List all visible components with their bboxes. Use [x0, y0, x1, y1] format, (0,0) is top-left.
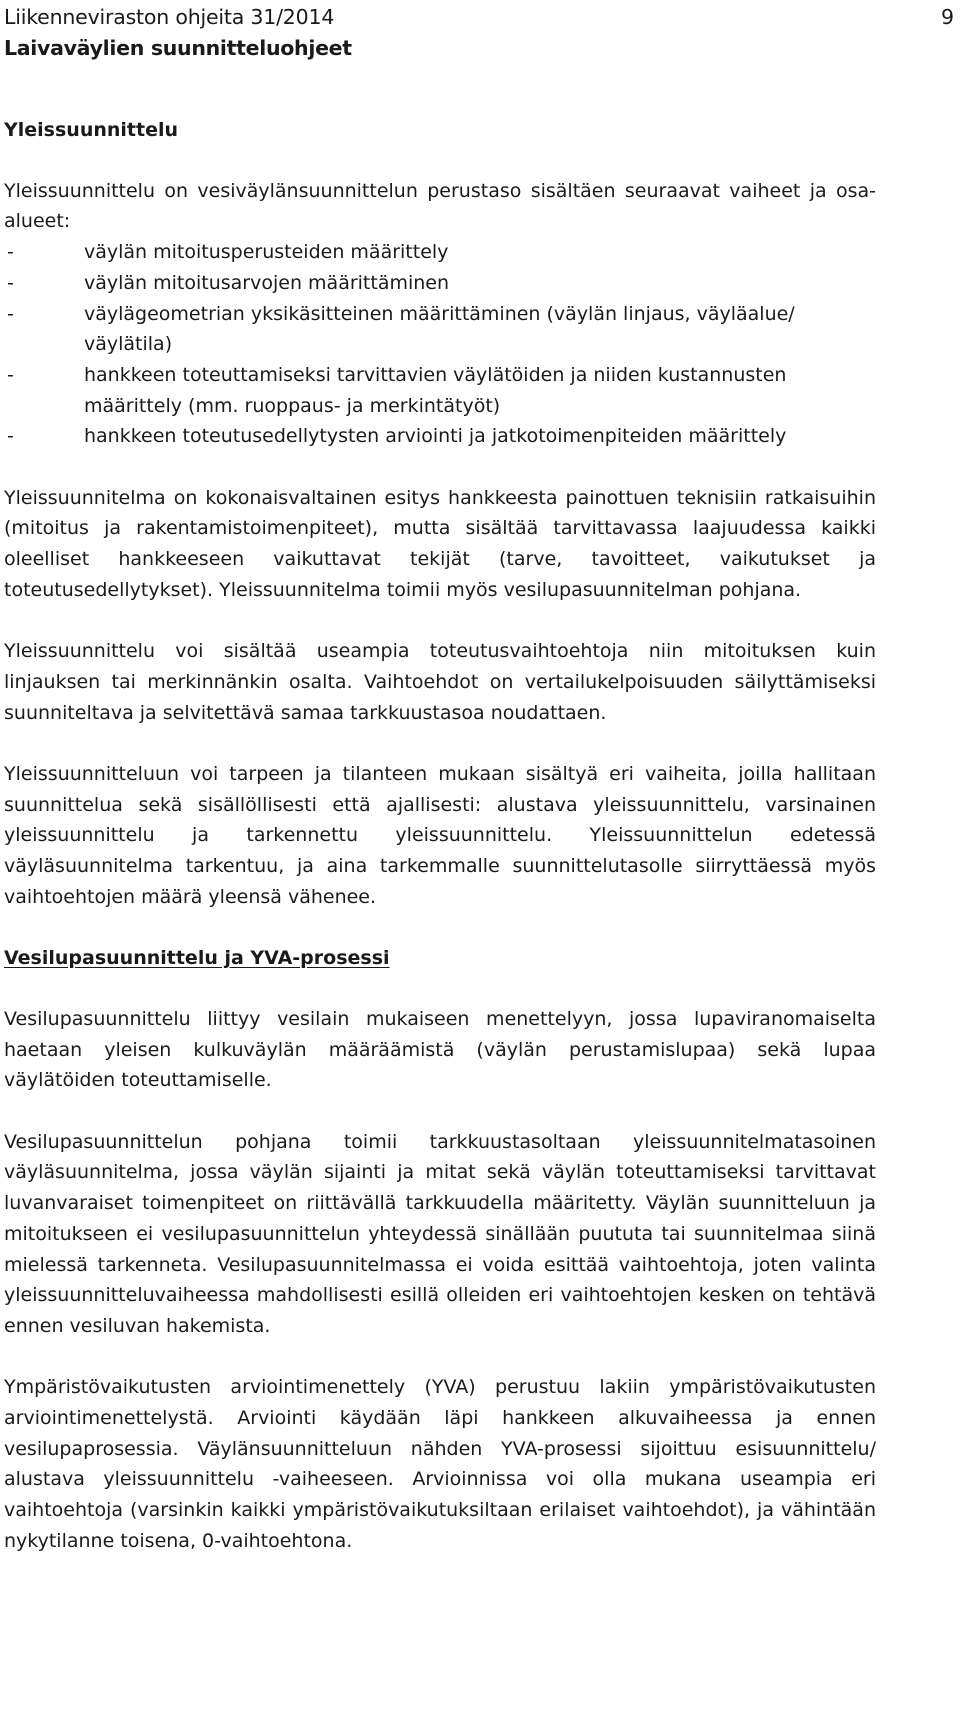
paragraph: Yleissuunnitelma on kokonaisvaltainen esitys hankkeesta painottuen teknisiin ratkaisuihin (mitoitus ja rakentamistoimenpiteet), mutta sisältää tarvittavassa laajuudessa kaikki oleelliset hankkeeseen vaikuttavat tekijät (tarve, tavoitteet, vaikutukset ja toteutusedellytykset). Yleissuunnitelma toimii myös vesilupasuunnitelman pohjana. [4, 486, 876, 601]
document-body [4, 115, 876, 1587]
list-item: - hankkeen toteutusedellytysten arviointi ja jatkotoimenpiteiden määrittely [4, 421, 876, 452]
page-number: 9 [940, 5, 954, 29]
publication-title: Laivaväylien suunnitteluohjeet [4, 36, 352, 60]
paragraph: Yleissuunnitteluun voi tarpeen ja tilanteen mukaan sisältyä eri vaiheita, joilla hallitaan suunnittelua sekä sisällöllisesti että ajallisesti: alustava yleissuunnittelu, varsinainen yleissuunnittelu ja tarkennettu yleissuunnittelu. Yleissuunnittelun edetessä väyläsuunnitelma tarkentuu, ja aina tarkemmalle suunnittelutasolle siirryttäessä myös vaihtoehtojen määrä yleensä vähenee. [4, 763, 876, 908]
paragraph-intro: Yleissuunnittelu on vesiväylänsuunnittelun perustaso sisältäen seuraavat vaiheet ja osa-alueet: [4, 179, 876, 233]
section-heading-yleissuunnittelu: Yleissuunnittelu [4, 119, 178, 141]
list-item: - hankkeen toteuttamiseksi tarvittavien väylätöiden ja niiden kustannusten määrittely (mm. ruoppaus- ja merkintätyöt) [4, 360, 876, 421]
section-heading-vesilupasuunnittelu: Vesilupasuunnittelu ja YVA-prosessi [4, 947, 390, 970]
page-header [4, 2, 954, 64]
paragraph: Vesilupasuunnittelu liittyy vesilain mukaiseen menettelyyn, jossa lupaviranomaiselta haetaan yleisen kulkuväylän määräämistä (väylän perustamislupaa) sekä lupaa väylätöiden toteuttamiselle. [4, 1007, 876, 1092]
paragraph: Yleissuunnittelu voi sisältää useampia toteutusvaihtoehtoja niin mitoituksen kuin linjauksen tai merkinnänkin osalta. Vaihtoehdot on vertailukelpoisuuden säilyttämiseksi suunniteltava ja selvitettävä samaa tarkkuustasoa noudattaen. [4, 640, 876, 724]
list-item: - väylän mitoitusarvojen määrittäminen [4, 268, 876, 299]
phase-list [4, 237, 876, 452]
list-item: - väylägeometrian yksikäsitteinen määrittäminen (väylän linjaus, väyläalue/ väylätila) [4, 299, 876, 360]
publication-series: Liikenneviraston ohjeita 31/2014 [4, 5, 335, 29]
list-item: - väylän mitoitusperusteiden määrittely [4, 237, 876, 268]
paragraph: Vesilupasuunnittelun pohjana toimii tarkkuustasoltaan yleissuunnitelmatasoinen väyläsuunnitelma, jossa väylän sijainti ja mitat sekä väylän toteuttamiseksi tarvittavat luvanvaraiset toimenpiteet on riittävällä tarkkuudella määritetty. Väylän suunnitteluun ja mitoitukseen ei vesilupasuunnittelun yhteydessä sinällään puututa tai suunnitelmaa siinä mielessä tarkenneta. Vesilupasuunnitelmassa ei voida esittää vaihtoehtoja, joten valinta yleissuunnitteluvaiheessa mahdollisesti esillä olleiden eri vaihtoehtojen kesken on tehtävä ennen vesiluvan hakemista. [4, 1130, 876, 1337]
paragraph: Ympäristövaikutusten arviointimenettely (YVA) perustuu lakiin ympäristövaikutusten arviointimenettelystä. Arviointi käydään läpi hankkeen alkuvaiheessa ja ennen vesilupaprosessia. Väylänsuunnitteluun nähden YVA-prosessi sijoittuu esisuunnittelu/ alustava yleissuunnittelu -vaiheeseen. Arvioinnissa voi olla mukana useampia eri vaihtoehtoja (varsinkin kaikki ympäristövaikutuksiltaan erilaiset vaihtoehdot), ja vähintään nykytilanne toisena, 0-vaihtoehtona. [4, 1376, 876, 1552]
